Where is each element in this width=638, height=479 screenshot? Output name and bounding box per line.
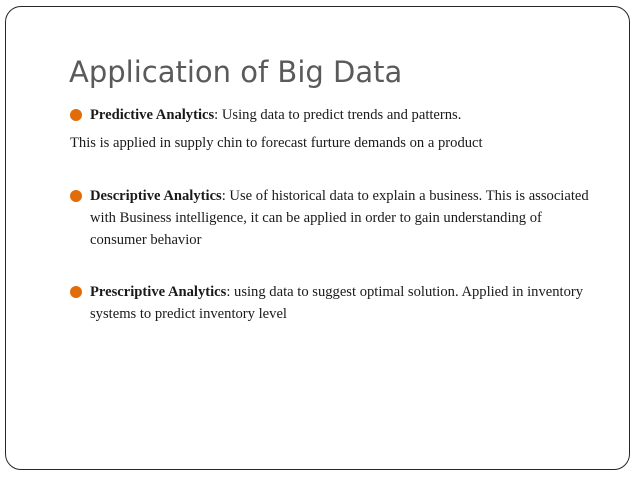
bullet-term: Prescriptive Analytics: [90, 284, 227, 300]
supply-chain-note: This is applied in supply chin to forecast furture demands on a product: [70, 135, 483, 151]
bullet-content: [90, 281, 590, 325]
bullet-content: [90, 185, 590, 251]
bullet-content: [90, 104, 590, 126]
slide-title: Application of Big Data: [69, 55, 403, 89]
bullet-text: : using data to suggest optimal solution. Applied in inventory systems to predict inventory level: [90, 284, 584, 322]
bullet-prescriptive-analytics: [70, 281, 590, 325]
bullet-predictive-analytics: [70, 104, 590, 126]
bullet-text: : Using data to predict trends and patterns.: [214, 107, 462, 123]
bullet-term: Descriptive Analytics: [90, 188, 222, 204]
bullet-term: Predictive Analytics: [90, 107, 215, 123]
bullet-descriptive-analytics: [70, 185, 590, 251]
bullet-dot-icon: [70, 190, 82, 202]
bullet-dot-icon: [70, 286, 82, 298]
bullet-text: : Use of historical data to explain a business. This is associated with Business intelligence, it can be applied in order to gain understanding of consumer behavior: [90, 188, 589, 248]
bullet-dot-icon: [70, 109, 82, 121]
